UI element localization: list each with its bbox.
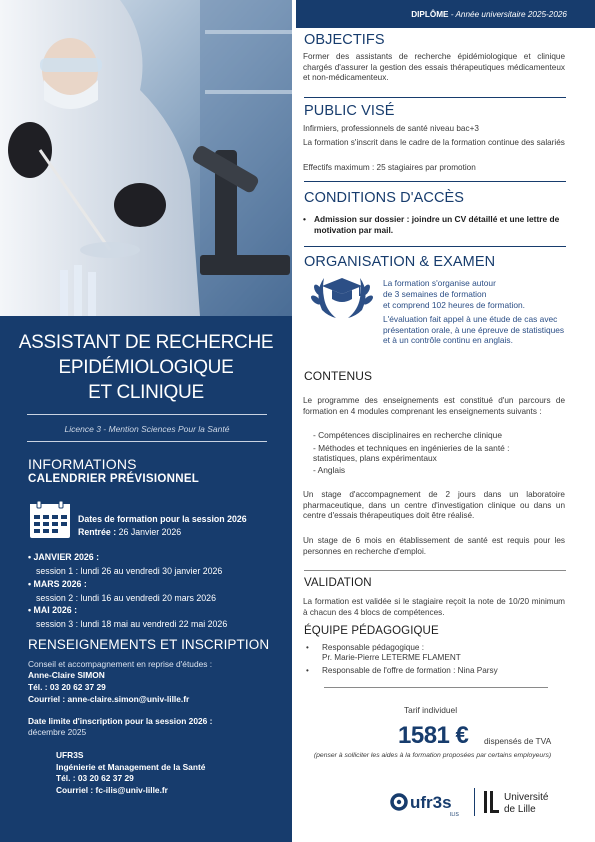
stage-etablissement: Un stage de 6 mois en établissement de santé est requis pour les personnes en recherche d'emploi. [303,536,565,556]
rentree-line [78,527,181,537]
contenus-intro: Le programme des enseignements est constitué d'un parcours de formation en 4 modules comprenant les enseignements suivants : [303,396,565,416]
conditions-heading: CONDITIONS D'ACCÈS [304,190,465,206]
section-divider [304,97,566,98]
section-divider [304,246,566,247]
graduation-laurel-icon [306,272,378,320]
module-2-detail: statistiques, plans expérimentaux [313,453,437,463]
left-panel [0,0,292,842]
contact-email[interactable]: Courriel : anne-claire.simon@univ-lille.fr [28,694,190,704]
section-divider [304,181,566,182]
public-heading: PUBLIC VISÉ [304,103,395,119]
month-mai: • MAI 2026 : [28,605,77,615]
academic-year: - Année universitaire 2025-2026 [448,10,567,19]
funding-note: (penser à solliciter les aides à la formation proposées par certains employeurs) [313,752,552,759]
ufr-email[interactable]: Courriel : fc-ilis@univ-lille.fr [56,785,168,795]
title-line-2: EPIDÉMIOLOGIQUE [58,357,234,378]
module-1: - Compétences disciplinaires en recherche clinique [313,430,502,440]
organisation-line-2: de 3 semaines de formation [383,289,487,299]
ul-logo-line-2: de Lille [504,804,536,815]
title-divider-bottom [27,441,267,442]
renseignements-heading: RENSEIGNEMENTS ET INSCRIPTION [28,637,270,652]
conditions-text: • Admission sur dossier : joindre un CV détaillé et une lettre de motivation par mail. [303,214,567,236]
contenus-heading: CONTENUS [304,369,373,383]
calendar-heading: CALENDRIER PRÉVISIONNEL [28,473,200,485]
month-janvier: • JANVIER 2026 : [28,552,99,562]
session-1: session 1 : lundi 26 au vendredi 30 janvier 2026 [36,566,223,576]
deadline-label: Date limite d'inscription pour la session 2026 : [28,716,213,726]
ufr3s-logo [390,788,470,818]
module-3: - Anglais [313,465,346,475]
objectifs-heading: OBJECTIFS [304,32,385,48]
equipe-heading: ÉQUIPE PÉDAGOGIQUE [304,625,439,637]
contact-name: Anne-Claire SIMON [28,670,105,680]
tarif-label: Tarif individuel [404,705,458,715]
public-line-3: Effectifs maximum : 25 stagiaires par promotion [303,163,476,172]
ufr3s-logo-text: ufr3s [410,793,452,812]
conseil-label: Conseil et accompagnement en reprise d'études : [28,659,213,669]
evaluation-text: L'évaluation fait appel à une étude de cas avec présentation orale, à une épreuve de statistiques et à un contrôle continu en anglais. [383,314,565,345]
responsable-pedagogique-name: Pr. Marie-Pierre LETERME FLAMENT [322,653,461,662]
session-3: session 3 : lundi 18 mai au vendredi 22 mai 2026 [36,619,228,629]
ufr3s-logo-subtext: ILIS [450,812,459,818]
team-bullet: • [306,666,309,675]
title-line-3: ET CLINIQUE [88,382,204,403]
rentree-value: 26 Janvier 2026 [116,527,182,537]
licence-mention: Licence 3 - Mention Sciences Pour la Santé [64,424,230,434]
title-divider-top [27,414,267,415]
stage-laboratoire: Un stage d'accompagnement de 2 jours dans un laboratoire pharmaceutique, dans un centre d'investigation clinique ou dans un centre d'essais thérapeutiques doit être réalisé. [303,490,565,520]
month-mars: • MARS 2026 : [28,579,87,589]
universite-de-lille-logo [482,786,562,818]
session-dates-label: Dates de formation pour la session 2026 [78,514,247,524]
ufr-department: Ingénierie et Management de la Santé [56,762,206,772]
contact-phone: Tél. : 03 20 62 37 29 [28,682,106,692]
organisation-line-3: et comprend 102 heures de formation. [383,300,525,310]
price-value: 1581 € [398,722,469,749]
informations-heading: INFORMATIONS [28,456,137,472]
rentree-label: Rentrée : [78,527,117,537]
objectifs-text: Former des assistants de recherche épidémiologique et clinique chargés d'assurer la gestion des essais thérapeutiques médicamenteux et non-médicamenteux. [303,52,565,82]
public-line-2: La formation s'inscrit dans le cadre de la formation continue des salariés [303,138,565,147]
module-2: - Méthodes et techniques en ingénieries de la santé : [313,443,510,453]
section-divider [304,570,566,571]
program-title [10,330,282,405]
tva-note: dispensés de TVA [484,736,552,746]
calendar-icon [28,500,72,540]
public-line-1: Infirmiers, professionnels de santé niveau bac+3 [303,124,479,133]
ufr-name: UFR3S [56,750,84,760]
ufr-phone: Tél. : 03 20 62 37 29 [56,773,134,783]
section-divider [324,687,548,688]
responsable-pedagogique-label: Responsable pédagogique : [322,643,424,652]
validation-text: La formation est validée si le stagiaire reçoit la note de 10/20 minimum à chacun des 4 blocs de compétences. [303,597,565,617]
ul-logo-line-1: Université [504,792,549,803]
validation-heading: VALIDATION [304,577,372,589]
diploma-header-bar [296,0,595,28]
logo-separator [474,788,475,816]
organisation-heading: ORGANISATION & EXAMEN [304,254,496,270]
lab-researcher-photo [0,0,292,316]
team-bullet: • [306,643,309,652]
diploma-label: DIPLÔME [411,10,449,19]
responsable-offre: Responsable de l'offre de formation : Nina Parsy [322,666,498,675]
session-2: session 2 : lundi 16 au vendredi 20 mars 2026 [36,593,216,603]
deadline-value: décembre 2025 [28,727,87,737]
organisation-line-1: La formation s'organise autour [383,278,496,288]
title-line-1: ASSISTANT DE RECHERCHE [18,332,274,353]
